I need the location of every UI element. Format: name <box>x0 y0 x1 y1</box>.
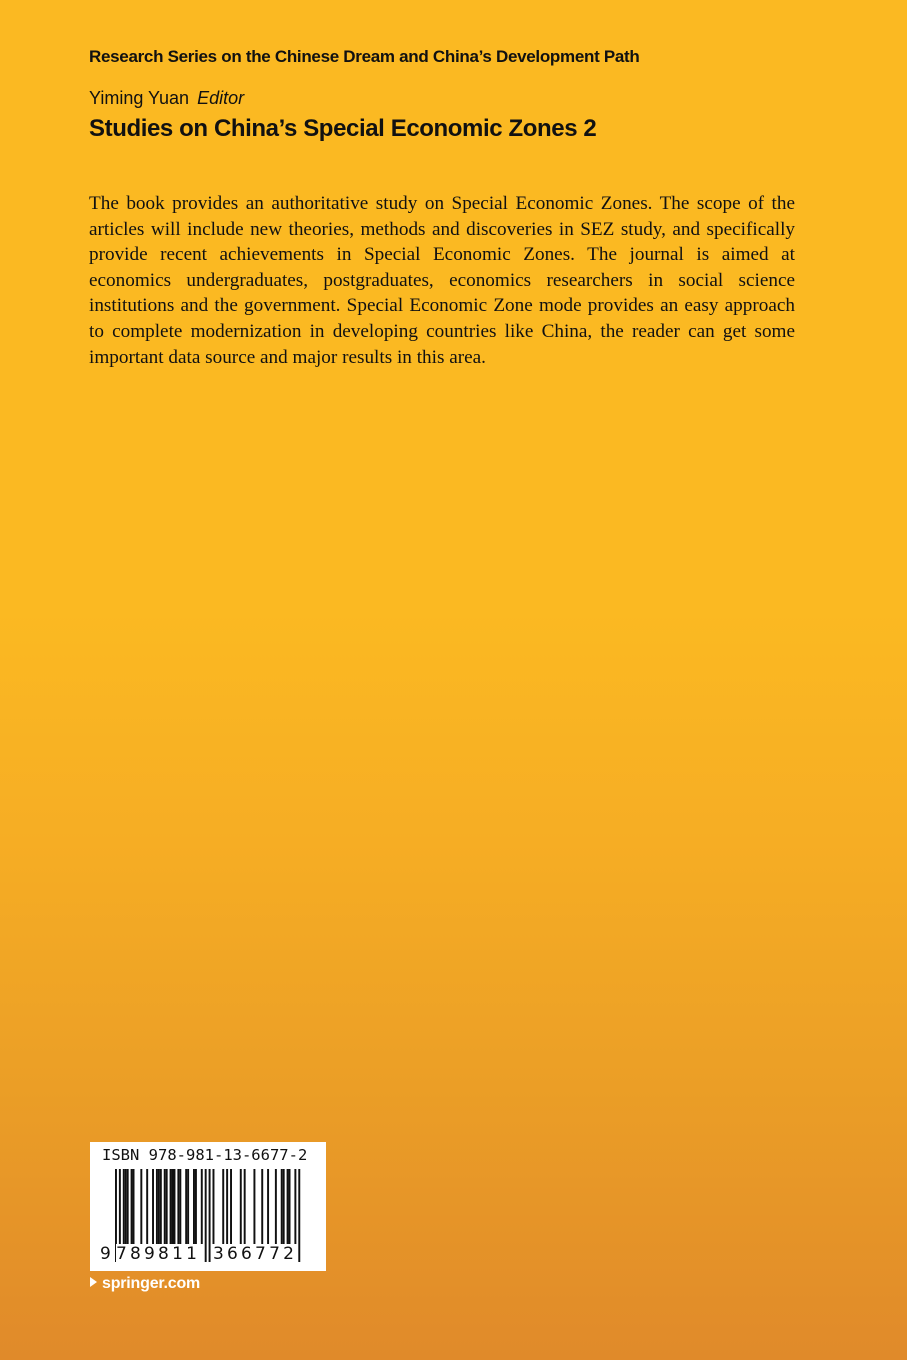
barcode-bar <box>160 1169 162 1244</box>
barcode-bar <box>287 1169 289 1244</box>
triangle-right-icon <box>90 1277 97 1287</box>
barcode-bar <box>185 1169 187 1244</box>
barcode-bar <box>127 1169 129 1244</box>
editor-role: Editor <box>197 88 245 108</box>
barcode-bar <box>226 1169 228 1244</box>
ean-digits <box>90 1244 326 1268</box>
barcode-bar <box>253 1169 255 1244</box>
barcode-bar <box>213 1169 215 1244</box>
barcode-bar <box>187 1169 189 1244</box>
barcode-bar <box>275 1169 277 1244</box>
ean-left-group: 789811 <box>116 1244 201 1264</box>
barcode-bar <box>179 1169 181 1244</box>
barcode-bar <box>174 1169 176 1244</box>
barcode-bar <box>261 1169 263 1244</box>
editor-line <box>89 88 244 109</box>
editor-name: Yiming Yuan <box>89 88 190 108</box>
barcode-bar <box>267 1169 269 1244</box>
barcode-bar <box>140 1169 142 1244</box>
barcode-bar <box>158 1169 160 1244</box>
series-title: Research Series on the Chinese Dream and China’s Development Path <box>89 47 640 66</box>
barcode-bar <box>177 1169 179 1244</box>
barcode-bar <box>131 1169 133 1244</box>
barcode-bar <box>201 1169 203 1244</box>
barcode-bar <box>222 1169 224 1244</box>
barcode-bar <box>125 1169 127 1244</box>
isbn-label: ISBN 978-981-13-6677-2 <box>102 1146 308 1164</box>
springer-link-text: springer.com <box>102 1275 201 1292</box>
barcode-bar <box>156 1169 158 1244</box>
barcode-bar <box>283 1169 285 1244</box>
barcode-bar <box>281 1169 283 1244</box>
barcode-bar <box>193 1169 195 1244</box>
barcode-bar <box>240 1169 242 1244</box>
barcode-bar <box>289 1169 291 1244</box>
barcode-bar <box>166 1169 168 1244</box>
barcode-bar <box>164 1169 166 1244</box>
springer-link[interactable] <box>90 1275 200 1293</box>
barcode-bar <box>133 1169 135 1244</box>
isbn-barcode <box>90 1142 326 1271</box>
book-title: Studies on China’s Special Economic Zones 2 <box>89 115 597 142</box>
ean-right-group: 366772 <box>213 1244 298 1264</box>
barcode-bar <box>244 1169 246 1244</box>
barcode-bar <box>172 1169 174 1244</box>
barcode-bar <box>123 1169 125 1244</box>
ean-first-digit: 9 <box>100 1244 111 1264</box>
barcode-bar <box>195 1169 197 1244</box>
book-description: The book provides an authoritative study on Special Economic Zones. The scope of the articles will include new theories, methods and discoveries in SEZ study, and specifically provide recent achievements in Special Economic Zones. The journal is aimed at economics undergraduates, postgraduates, economics researchers in social science institutions and the government. Special Economic Zone mode provides an easy approach to complete modernization in developing countries like China, the reader can get some important data source and major results in this area. <box>89 193 795 368</box>
barcode-bar <box>230 1169 232 1244</box>
barcode-bar <box>146 1169 148 1244</box>
barcode-bar <box>170 1169 172 1244</box>
barcode-bar <box>152 1169 154 1244</box>
